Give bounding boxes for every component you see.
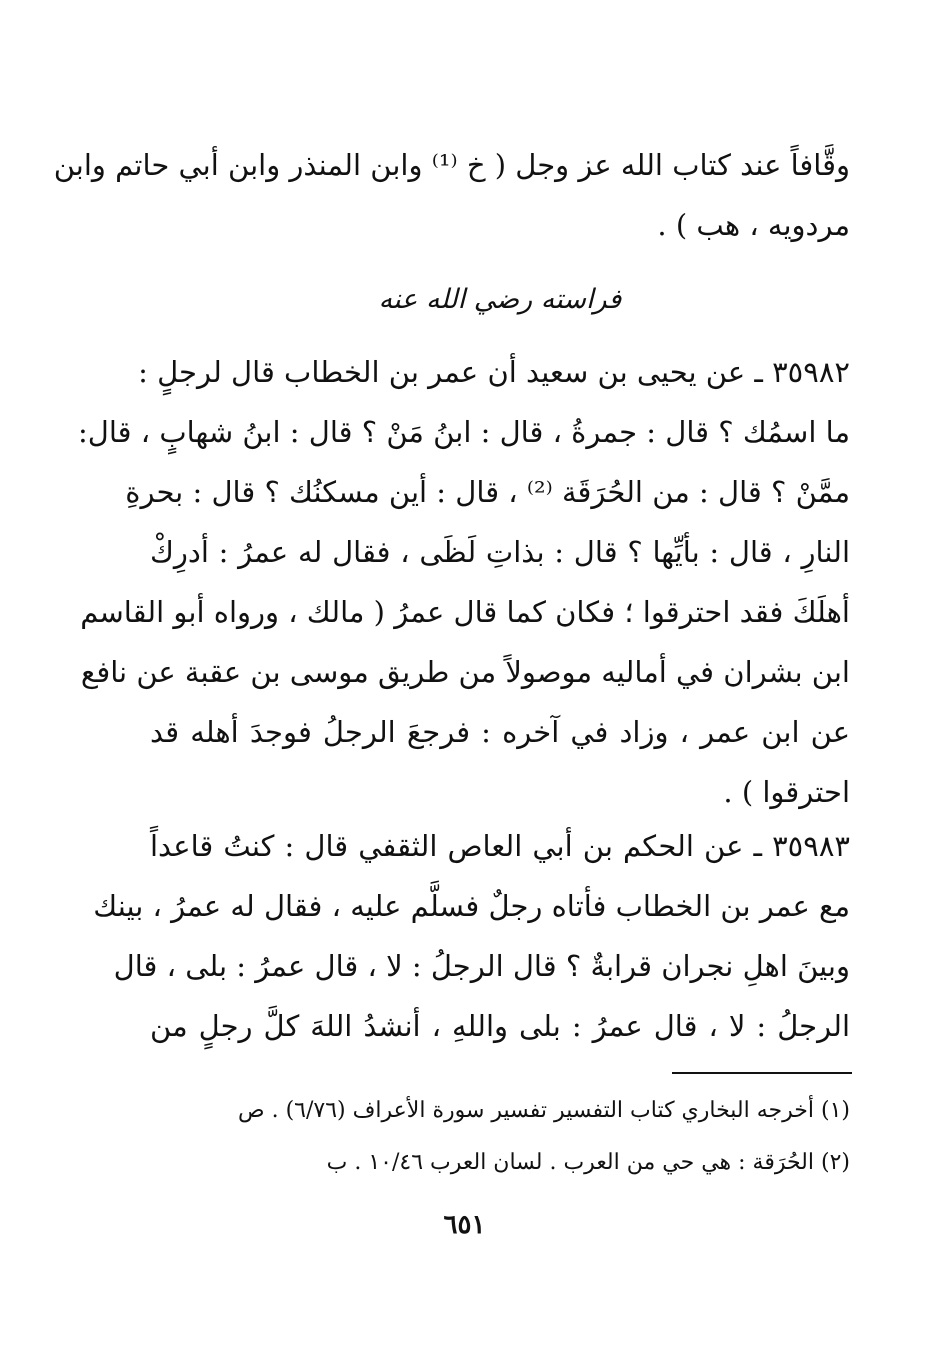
text-line: ابن بشران في أماليه موصولاً من طريق موسى بن عقبة عن نافع: [80, 655, 850, 689]
text-line: احترقوا ) .: [723, 775, 850, 809]
footnote-1: (١) أخرجه البخاري كتاب التفسير تفسير سورة الأعراف (٦/٧٦) . ص: [238, 1098, 850, 1123]
text-line: ممَّنْ ؟ قال : من الحُرَقَة ⁽²⁾ ، قال : أين مسكنُك ؟ قال : بحرةِ: [125, 475, 850, 509]
footnotes: [150, 1085, 850, 1189]
page-number: ٦٥١: [443, 1210, 486, 1240]
section-heading: فراسته رضي الله عنه: [378, 284, 622, 315]
text-line: ٣٥٩٨٢ ـ عن يحيى بن سعيد أن عمر بن الخطاب قال لرجلٍ :: [138, 355, 850, 389]
footnote-2: (٢) الحُرَقة : هي حي من العرب . لسان العرب ١٠/٤٦ . ب: [326, 1150, 850, 1175]
hadith-35983-paragraph: [93, 816, 850, 1056]
text-line: النارِ ، قال : بأيِّها ؟ قال : بذاتِ لَظَى ، فقال له عمرُ : أدرِكْ: [150, 535, 850, 569]
text-line: أهلَكَ فقد احترقوا ؛ فكان كما قال عمرُ ( مالك ، ورواه أبو القاسم: [80, 595, 850, 629]
hadith-35982-paragraph: [77, 342, 850, 822]
text-line: الرجلُ : لا ، قال عمرُ : بلى واللهِ ، أنشدُ اللهَ كلَّ رجلٍ من: [150, 1009, 850, 1043]
text-line: مع عمر بن الخطاب فأتاه رجلٌ فسلَّم عليه ، فقال له عمرُ ، بينك: [93, 889, 850, 923]
intro-paragraph: [53, 135, 850, 255]
text-line: مردويه ، هب ) .: [657, 208, 850, 242]
text-line: ٣٥٩٨٣ ـ عن الحكم بن أبي العاص الثقفي قال : كنتُ قاعداً: [150, 829, 850, 863]
text-line: عن ابن عمر ، وزاد في آخره : فرجعَ الرجلُ فوجدَ أهله قد: [150, 715, 850, 749]
text-line: وبينَ اهلِ نجران قرابةٌ ؟ قال الرجلُ : لا ، قال عمرُ : بلى ، قال: [113, 949, 850, 983]
footnote-divider: [672, 1072, 852, 1074]
text-line: ما اسمُك ؟ قال : جمرةُ ، قال : ابنُ مَنْ ؟ قال : ابنُ شهابٍ ، قال:: [77, 415, 850, 449]
text-line: وقَّافاً عند كتاب الله عز وجل ( خ ⁽¹⁾ وابن المنذر وابن أبي حاتم وابن: [53, 148, 850, 182]
